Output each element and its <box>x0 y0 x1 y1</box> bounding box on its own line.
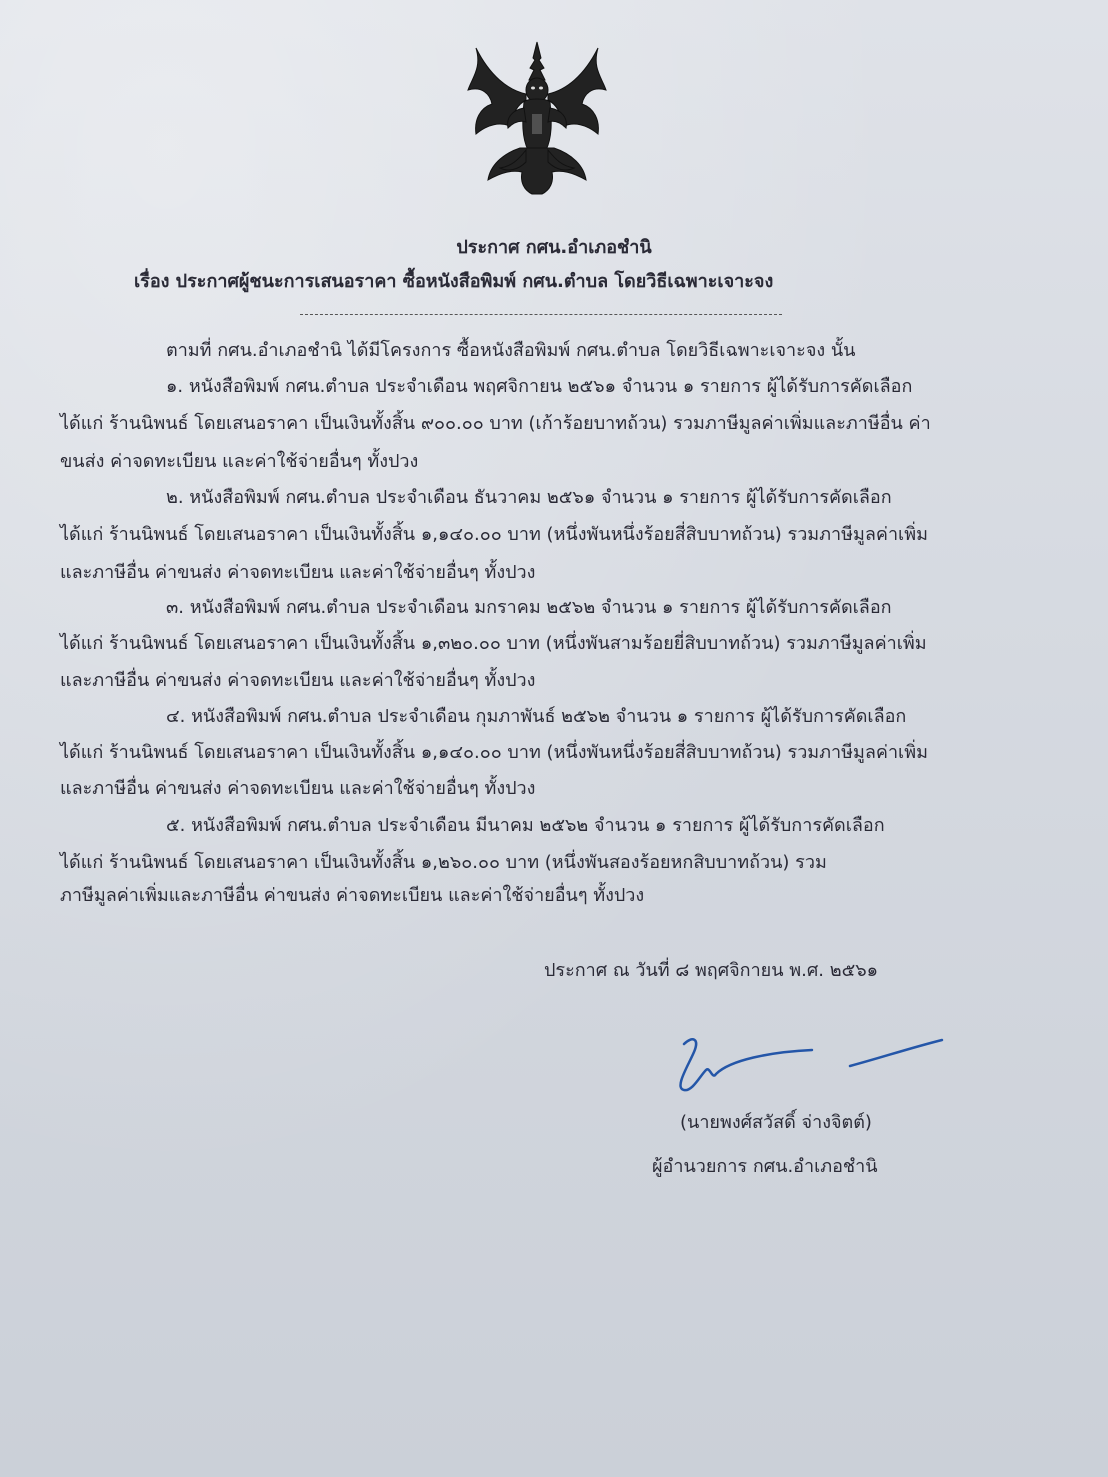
signer-name: (นายพงศ์สวัสดิ์ จ่างจิตต์) <box>680 1112 872 1133</box>
item-2-line-2: ได้แก่ ร้านนิพนธ์ โดยเสนอราคา เป็นเงินทั้งสิ้น ๑,๑๔๐.๐๐ บาท (หนึ่งพันหนึ่งร้อยสี่สิบบาทถ้วน) รวมภาษีมูลค่าเพิ่ม <box>60 524 928 545</box>
garuda-emblem-icon <box>462 38 612 198</box>
announcement-date: ประกาศ ณ วันที่ ๘ พฤศจิกายน พ.ศ. ๒๕๖๑ <box>544 960 879 981</box>
item-4-line-2: ได้แก่ ร้านนิพนธ์ โดยเสนอราคา เป็นเงินทั้งสิ้น ๑,๑๔๐.๐๐ บาท (หนึ่งพันหนึ่งร้อยสี่สิบบาทถ้วน) รวมภาษีมูลค่าเพิ่ม <box>60 742 928 763</box>
item-1-line-1: ๑. หนังสือพิมพ์ กศน.ตำบล ประจำเดือน พฤศจิกายน ๒๕๖๑ จำนวน ๑ รายการ ผู้ได้รับการคัดเลือก <box>166 376 913 397</box>
intro-paragraph: ตามที่ กศน.อำเภอชำนิ ได้มีโครงการ ซื้อหนังสือพิมพ์ กศน.ตำบล โดยวิธีเฉพาะเจาะจง นั้น <box>166 340 856 361</box>
item-4-line-3: และภาษีอื่น ค่าขนส่ง ค่าจดทะเบียน และค่าใช้จ่ายอื่นๆ ทั้งปวง <box>60 778 536 799</box>
item-3-line-1: ๓. หนังสือพิมพ์ กศน.ตำบล ประจำเดือน มกราคม ๒๕๖๒ จำนวน ๑ รายการ ผู้ได้รับการคัดเลือก <box>166 597 892 618</box>
signature <box>670 1030 950 1100</box>
item-3-line-2: ได้แก่ ร้านนิพนธ์ โดยเสนอราคา เป็นเงินทั้งสิ้น ๑,๓๒๐.๐๐ บาท (หนึ่งพันสามร้อยยี่สิบบาทถ้วน) รวมภาษีมูลค่าเพิ่ม <box>60 633 927 654</box>
item-2-line-1: ๒. หนังสือพิมพ์ กศน.ตำบล ประจำเดือน ธันวาคม ๒๕๖๑ จำนวน ๑ รายการ ผู้ได้รับการคัดเลือก <box>166 487 892 508</box>
item-5-line-3: ภาษีมูลค่าเพิ่มและภาษีอื่น ค่าขนส่ง ค่าจดทะเบียน และค่าใช้จ่ายอื่นๆ ทั้งปวง <box>60 885 645 906</box>
signer-position: ผู้อำนวยการ กศน.อำเภอชำนิ <box>652 1156 878 1177</box>
item-1-line-3: ขนส่ง ค่าจดทะเบียน และค่าใช้จ่ายอื่นๆ ทั้งปวง <box>60 451 419 472</box>
item-4-line-1: ๔. หนังสือพิมพ์ กศน.ตำบล ประจำเดือน กุมภาพันธ์ ๒๕๖๒ จำนวน ๑ รายการ ผู้ได้รับการคัดเลือก <box>166 706 907 727</box>
divider <box>300 314 782 315</box>
item-2-line-3: และภาษีอื่น ค่าขนส่ง ค่าจดทะเบียน และค่าใช้จ่ายอื่นๆ ทั้งปวง <box>60 562 536 583</box>
item-5-line-2: ได้แก่ ร้านนิพนธ์ โดยเสนอราคา เป็นเงินทั้งสิ้น ๑,๒๖๐.๐๐ บาท (หนึ่งพันสองร้อยหกสิบบาทถ้วน) รวม <box>60 852 827 873</box>
item-3-line-3: และภาษีอื่น ค่าขนส่ง ค่าจดทะเบียน และค่าใช้จ่ายอื่นๆ ทั้งปวง <box>60 670 536 691</box>
item-1-line-2: ได้แก่ ร้านนิพนธ์ โดยเสนอราคา เป็นเงินทั้งสิ้น ๙๐๐.๐๐ บาท (เก้าร้อยบาทถ้วน) รวมภาษีมูลค่าเพิ่มและภาษีอื่น ค่า <box>60 413 931 434</box>
document-subject: เรื่อง ประกาศผู้ชนะการเสนอราคา ซื้อหนังสือพิมพ์ กศน.ตำบล โดยวิธีเฉพาะเจาะจง <box>134 271 774 292</box>
item-5-line-1: ๕. หนังสือพิมพ์ กศน.ตำบล ประจำเดือน มีนาคม ๒๕๖๒ จำนวน ๑ รายการ ผู้ได้รับการคัดเลือก <box>166 815 885 836</box>
document-title: ประกาศ กศน.อำเภอชำนิ <box>456 237 652 258</box>
